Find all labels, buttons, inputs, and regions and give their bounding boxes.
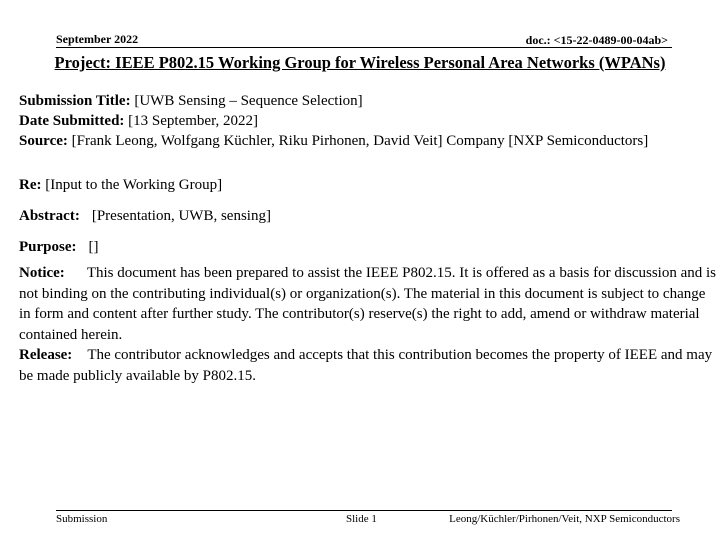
release-paragraph bbox=[19, 345, 719, 386]
project-title: Project: IEEE P802.15 Working Group for Wireless Personal Area Networks (WPANs) bbox=[54, 53, 666, 72]
date-submitted-line bbox=[19, 113, 258, 130]
header-doc-id: doc.: <15-22-0489-00-04ab> bbox=[525, 33, 668, 47]
source-label: Source: bbox=[19, 133, 68, 149]
submission-title-value: [UWB Sensing – Sequence Selection] bbox=[134, 93, 363, 109]
notice-label: Notice: bbox=[19, 265, 65, 281]
notice-paragraph bbox=[19, 263, 719, 345]
footer-submission: Submission bbox=[56, 513, 108, 525]
footer-authors: Leong/Küchler/Pirhonen/Veit, NXP Semiconductors bbox=[449, 513, 680, 525]
re-line bbox=[19, 177, 222, 194]
submission-title-label: Submission Title: bbox=[19, 93, 131, 109]
purpose-label: Purpose: bbox=[19, 239, 77, 255]
purpose-value: [] bbox=[88, 239, 99, 255]
source-value: [Frank Leong, Wolfgang Küchler, Riku Pirhonen, David Veit] Company [NXP Semiconductors] bbox=[71, 133, 649, 149]
re-label: Re: bbox=[19, 177, 42, 193]
release-value: The contributor acknowledges and accepts that this contribution becomes the property of IEEE and may be made publicly available by P802.15. bbox=[19, 347, 713, 384]
abstract-value: [Presentation, UWB, sensing] bbox=[91, 208, 271, 224]
date-submitted-value: [13 September, 2022] bbox=[128, 113, 258, 129]
footer-divider bbox=[56, 510, 672, 511]
abstract-line bbox=[19, 208, 271, 225]
header-date: September 2022 bbox=[56, 32, 139, 46]
header-divider bbox=[56, 47, 672, 48]
abstract-label: Abstract: bbox=[19, 208, 80, 224]
notice-value: This document has been prepared to assist the IEEE P802.15. It is offered as a basis for discussion and is not binding on the contributing individual(s) or organization(s). The material in this document is subject to change in form and content after further study. The contributor(s) reserve(s) the right to add, amend or withdraw material contained herein. bbox=[19, 265, 716, 343]
date-submitted-label: Date Submitted: bbox=[19, 113, 125, 129]
release-label: Release: bbox=[19, 347, 73, 363]
purpose-line bbox=[19, 239, 99, 256]
submission-title-line bbox=[19, 93, 363, 110]
footer-slide-number: Slide 1 bbox=[346, 513, 377, 525]
notice-release-block bbox=[19, 263, 719, 386]
source-line bbox=[19, 133, 648, 150]
re-value: [Input to the Working Group] bbox=[45, 177, 223, 193]
